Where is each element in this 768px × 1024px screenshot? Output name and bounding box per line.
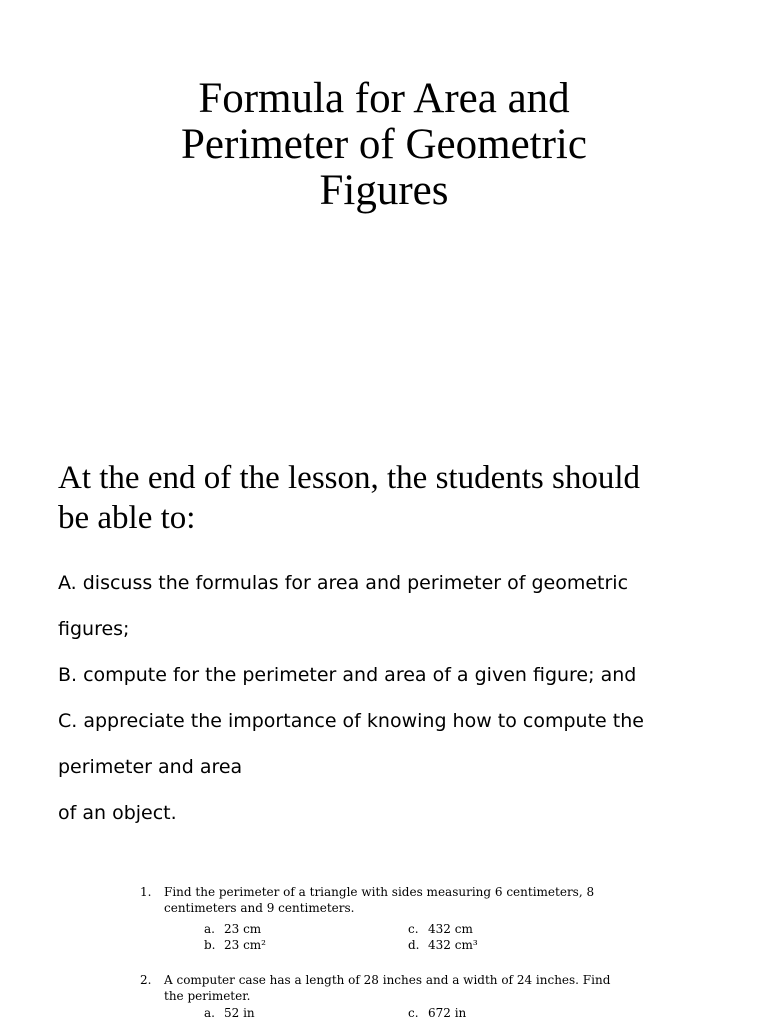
- choice-letter: a.: [204, 1006, 215, 1020]
- question-number: 1.: [140, 885, 152, 899]
- title-line: Formula for Area and: [198, 75, 570, 122]
- intro-line: be able to:: [58, 500, 196, 536]
- answer-choice: [204, 921, 261, 937]
- objective-line: figures;: [58, 618, 130, 640]
- answer-choice: [204, 1005, 255, 1021]
- question-text: [164, 972, 611, 1004]
- choice-text: 432 cm³: [428, 938, 478, 952]
- question-line: Find the perimeter of a triangle with sides measuring 6 centimeters, 8: [164, 885, 595, 899]
- choice-text: 672 in: [428, 1006, 467, 1020]
- question-text: [164, 884, 604, 916]
- answer-choice: [408, 921, 473, 937]
- choice-text: 23 cm²: [224, 938, 266, 952]
- objective-line: C. appreciate the importance of knowing how to compute the: [58, 710, 644, 732]
- question-line: A computer case has a length of 28 inches and a width of 24 inches. Find: [164, 973, 611, 987]
- objective-line: of an object.: [58, 802, 177, 824]
- objective-line: B. compute for the perimeter and area of a given figure; and: [58, 664, 637, 686]
- answer-choice: [204, 937, 266, 953]
- objective-line: perimeter and area: [58, 756, 243, 778]
- answer-choice: [408, 1005, 466, 1021]
- question-number: 2.: [140, 973, 152, 987]
- choice-text: 432 cm: [428, 922, 473, 936]
- choice-text: 52 in: [224, 1006, 255, 1020]
- page-title: [0, 76, 768, 214]
- choice-letter: b.: [204, 938, 216, 952]
- title-line: Perimeter of Geometric: [181, 121, 587, 168]
- choice-letter: a.: [204, 922, 215, 936]
- choice-letter: d.: [408, 938, 420, 952]
- answer-choice: [408, 937, 478, 953]
- question-line: centimeters and 9 centimeters.: [164, 901, 355, 915]
- question-line: the perimeter.: [164, 989, 251, 1003]
- lesson-intro: [58, 458, 738, 538]
- choice-letter: c.: [408, 922, 419, 936]
- choice-text: 23 cm: [224, 922, 262, 936]
- title-line: Figures: [319, 167, 449, 214]
- choice-letter: c.: [408, 1006, 419, 1020]
- intro-line: At the end of the lesson, the students should: [58, 460, 641, 496]
- objective-line: A. discuss the formulas for area and perimeter of geometric: [58, 572, 629, 594]
